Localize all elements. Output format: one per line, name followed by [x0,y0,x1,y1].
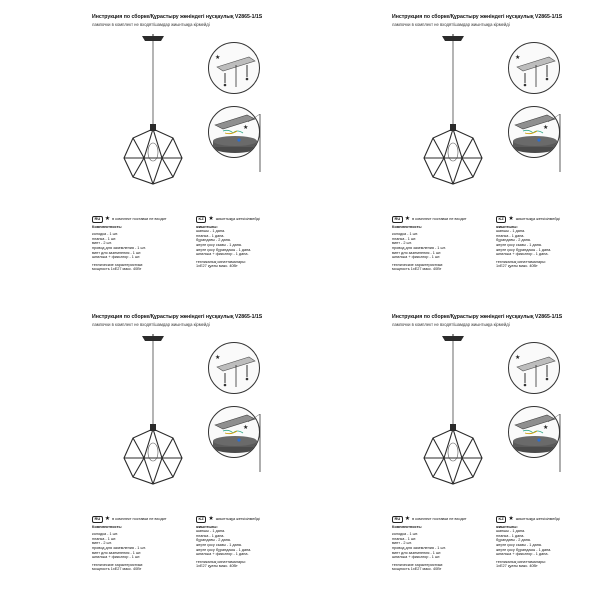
sheet-title: Инструкция по сборке/Құрастыру жөніндегі нұсқаулық V2865-1/1S [392,14,563,20]
kit-heading-kz: жиынтығы: [496,524,518,529]
kit-heading-ru: Комплектность: [92,524,123,529]
kit-item-ru: винт для заземления - 1 шт. [92,550,142,555]
kit-item-ru: провод для заземления - 1 шт. [92,545,146,550]
kit-item-ru: винт - 2 шт. [92,541,112,546]
note-ru: в комплект поставки не входит [412,517,467,521]
kit-item-kz: жерге қосу сымы - 1 дана. [196,542,242,547]
kit-item-kz: шапшы - 1 дана. [196,529,226,534]
star-icon: ★ [404,215,411,222]
spec-heading-kz: техникалық сипаттамалары: [496,259,546,264]
kit-item-ru: винт для заземления - 1 шт. [92,250,142,255]
instruction-sheet [0,300,300,600]
instruction-sheet [300,0,600,300]
kit-item-ru: провод для заземления - 1 шт. [392,245,446,250]
note-kz: жиынтыққа жеткізілмейді [515,217,560,221]
sheet-subtitle: лампочки в комплект не входят/шамдар жиынтыққа кірмейді [92,22,210,27]
sheet-subtitle: лампочки в комплект не входят/шамдар жиынтыққа кірмейді [392,22,510,27]
star-icon: ★ [104,215,111,222]
mounting-bar-diagram [209,43,260,94]
spec-value-ru: мощность 1xE27 макс. 40Вт [92,567,142,572]
lang-badge-kz: KZ [196,216,206,223]
spec-value-ru: мощность 1xE27 макс. 40Вт [92,267,142,272]
kit-item-kz: жерге қосу сымы - 1 дана. [196,242,242,247]
kit-item-kz: жерге қосу бұрандасы - 1 дана. [496,547,552,552]
mounting-bar-diagram [209,343,260,394]
legend-ru [92,516,190,572]
kit-item-kz: шпилька + фиксатор - 1 дана. [196,552,249,557]
svg-text:★: ★ [243,424,249,431]
star-icon: ★ [404,515,411,522]
star-icon: ★ [208,215,214,222]
kit-heading-ru: Комплектность: [392,224,423,229]
spec-value-ru: мощность 1xE27 макс. 40Вт [392,267,442,272]
ceiling-rod [202,414,282,474]
instruction-sheet [300,300,600,600]
kit-item-kz: шпилька + фиксатор - 1 дана. [196,252,249,257]
kit-item-kz: жерге қосу сымы - 1 дана. [496,542,542,547]
kit-item-kz: планка - 1 дана. [496,533,525,538]
svg-text:★: ★ [243,124,249,131]
kit-item-ru: винт - 2 шт. [392,241,412,246]
lamp-illustration [118,334,188,494]
note-kz: жиынтыққа жеткізілмейді [215,217,260,221]
instruction-sheet [0,0,300,300]
mounting-bar-diagram [509,43,560,94]
svg-text:★: ★ [215,54,221,61]
lang-badge-kz: KZ [496,216,506,223]
legend-kz [196,516,296,569]
kit-item-kz: шапшы - 1 дана. [496,229,526,234]
note-ru: в комплект поставки не входит [112,217,167,221]
spec-heading-ru: технические характеристики: [392,562,444,567]
mounting-bar-detail [508,342,560,394]
kit-item-kz: планка - 1 дана. [196,233,225,238]
lang-badge-ru: RU [392,516,403,523]
kit-item-kz: планка - 1 дана. [196,533,225,538]
spec-value-ru: мощность 1xE27 макс. 40Вт [392,567,442,572]
legend-kz [496,516,596,569]
kit-item-ru: колодка - 1 шт. [392,532,419,537]
note-kz: жиынтыққа жеткізілмейді [515,517,560,521]
legend-ru [92,216,190,272]
kit-item-ru: планка - 1 шт. [92,536,117,541]
spec-heading-kz: техникалық сипаттамалары: [196,559,246,564]
kit-item-ru: винт для заземления - 1 шт. [392,250,442,255]
kit-item-ru: винт - 2 шт. [392,541,412,546]
spec-heading-kz: техникалық сипаттамалары: [196,259,246,264]
legend-ru [392,216,490,272]
kit-item-ru: провод для заземления - 1 шт. [92,245,146,250]
kit-item-kz: бұрандағы - 2 дана. [496,238,531,243]
kit-item-ru: шпилька + фиксатор - 1 шт. [392,255,441,260]
kit-item-ru: шпилька + фиксатор - 1 шт. [92,255,141,260]
kit-item-kz: шпилька + фиксатор - 1 дана. [496,552,549,557]
kit-item-ru: колодка - 1 шт. [92,532,119,537]
mounting-bar-detail [508,42,560,94]
sheet-title: Инструкция по сборке/Құрастыру жөніндегі нұсқаулық V2865-1/1S [392,314,563,320]
sheet-title: Инструкция по сборке/Құрастыру жөніндегі нұсқаулық V2865-1/1S [92,314,263,320]
kit-item-kz: шапшы - 1 дана. [196,229,226,234]
kit-heading-ru: Комплектность: [392,524,423,529]
kit-item-kz: шпилька + фиксатор - 1 дана. [496,252,549,257]
spec-value-kz: 1xE27 қуаты макс. 40Вт [496,264,538,269]
lang-badge-ru: RU [92,216,103,223]
kit-item-kz: жерге қосу бұрандасы - 1 дана. [196,247,252,252]
svg-text:★: ★ [215,354,221,361]
ceiling-rod [502,414,582,474]
lang-badge-kz: KZ [196,516,206,523]
sheet-subtitle: лампочки в комплект не входят/шамдар жиынтыққа кірмейді [392,322,510,327]
kit-item-kz: бұрандағы - 2 дана. [496,538,531,543]
svg-text:★: ★ [543,124,549,131]
kit-heading-kz: жиынтығы: [196,524,218,529]
kit-item-ru: винт для заземления - 1 шт. [392,550,442,555]
kit-item-kz: жерге қосу сымы - 1 дана. [496,242,542,247]
kit-item-ru: планка - 1 шт. [92,236,117,241]
spec-heading-kz: техникалық сипаттамалары: [496,559,546,564]
svg-text:★: ★ [515,54,521,61]
note-kz: жиынтыққа жеткізілмейді [215,517,260,521]
ceiling-rod [502,114,582,174]
kit-item-ru: шпилька + фиксатор - 1 шт. [92,555,141,560]
legend-ru [392,516,490,572]
lamp-illustration [118,34,188,194]
kit-item-ru: шпилька + фиксатор - 1 шт. [392,555,441,560]
kit-item-ru: колодка - 1 шт. [92,232,119,237]
legend-kz [496,216,596,269]
mounting-bar-detail [208,342,260,394]
ceiling-rod [202,114,282,174]
lang-badge-ru: RU [392,216,403,223]
kit-heading-kz: жиынтығы: [196,224,218,229]
svg-text:★: ★ [543,424,549,431]
svg-text:★: ★ [515,354,521,361]
note-ru: в комплект поставки не входит [112,517,167,521]
legend-kz [196,216,296,269]
kit-heading-ru: Комплектность: [92,224,123,229]
kit-item-ru: колодка - 1 шт. [392,232,419,237]
kit-item-ru: винт - 2 шт. [92,241,112,246]
sheet-subtitle: лампочки в комплект не входят/шамдар жиынтыққа кірмейді [92,322,210,327]
kit-item-kz: шапшы - 1 дана. [496,529,526,534]
spec-heading-ru: технические характеристики: [92,262,144,267]
kit-item-ru: планка - 1 шт. [392,236,417,241]
star-icon: ★ [104,515,111,522]
lamp-illustration [418,34,488,194]
spec-heading-ru: технические характеристики: [92,562,144,567]
spec-heading-ru: технические характеристики: [392,262,444,267]
kit-item-kz: жерге қосу бұрандасы - 1 дана. [496,247,552,252]
lang-badge-kz: KZ [496,516,506,523]
mounting-bar-diagram [509,343,560,394]
kit-item-kz: бұрандағы - 2 дана. [196,238,231,243]
star-icon: ★ [208,515,214,522]
star-icon: ★ [508,215,514,222]
lamp-illustration [418,334,488,494]
sheet-title: Инструкция по сборке/Құрастыру жөніндегі нұсқаулық V2865-1/1S [92,14,263,20]
kit-heading-kz: жиынтығы: [496,224,518,229]
mounting-bar-detail [208,42,260,94]
kit-item-kz: жерге қосу бұрандасы - 1 дана. [196,547,252,552]
kit-item-kz: бұрандағы - 2 дана. [196,538,231,543]
spec-value-kz: 1xE27 қуаты макс. 40Вт [196,264,238,269]
spec-value-kz: 1xE27 қуаты макс. 40Вт [496,564,538,569]
kit-item-ru: планка - 1 шт. [392,536,417,541]
kit-item-ru: провод для заземления - 1 шт. [392,545,446,550]
note-ru: в комплект поставки не входит [412,217,467,221]
spec-value-kz: 1xE27 қуаты макс. 40Вт [196,564,238,569]
kit-item-kz: планка - 1 дана. [496,233,525,238]
lang-badge-ru: RU [92,516,103,523]
star-icon: ★ [508,515,514,522]
